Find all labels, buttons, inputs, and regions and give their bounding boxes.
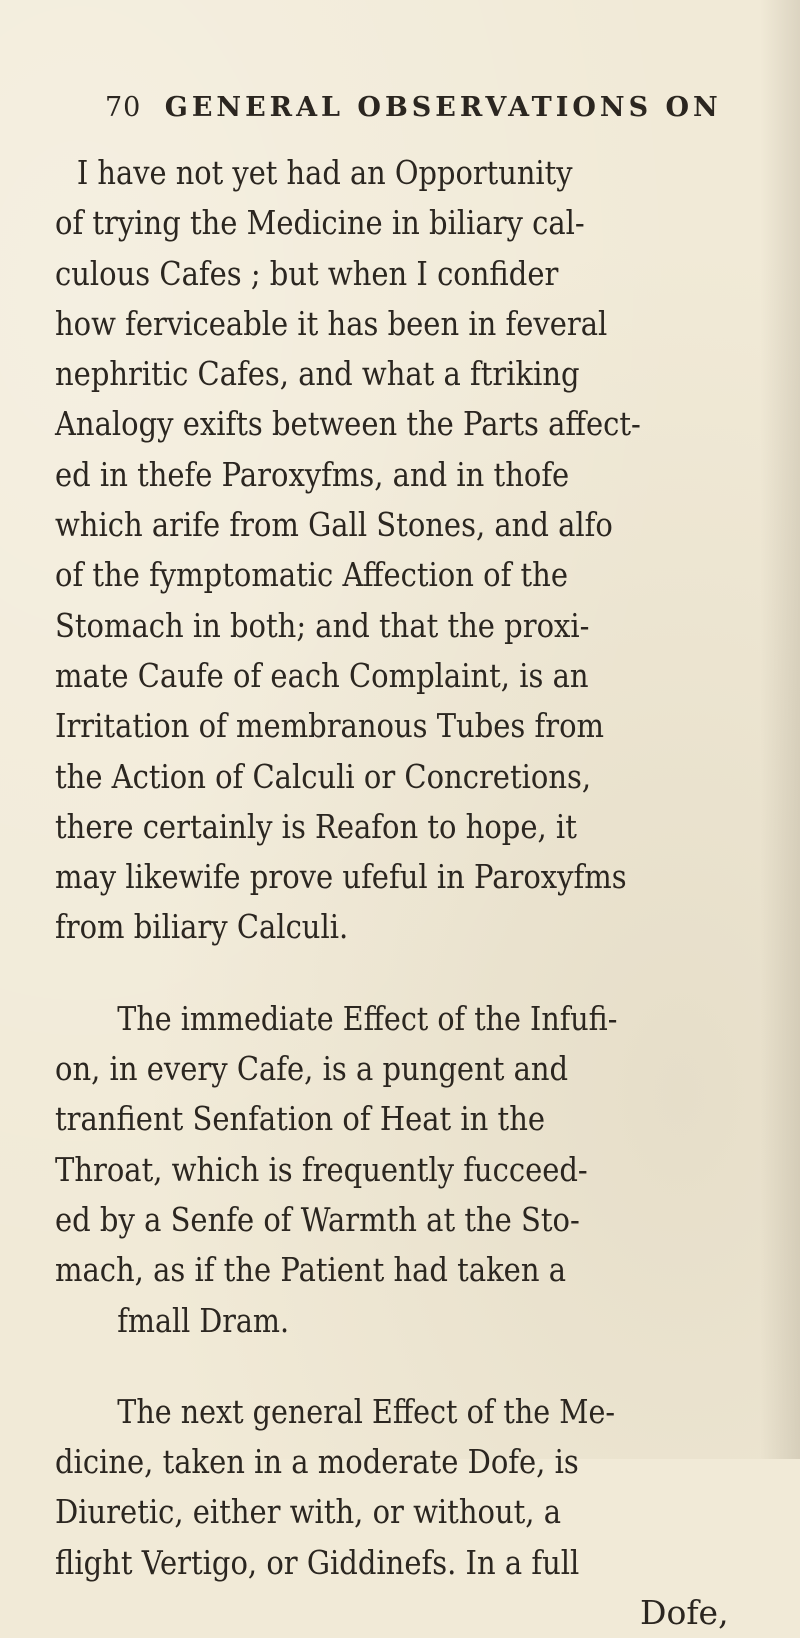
text-line: Analogy exifts between the Parts affect-: [55, 404, 641, 444]
text-line: nephritic Cafes, and what a ftriking: [55, 354, 580, 394]
text-line: I have not yet had an Opportunity: [76, 153, 573, 192]
paragraph-2: [55, 994, 795, 1346]
text-line: the Action of Calculi or Concretions,: [55, 756, 592, 796]
text-line: Throat, which is frequently fucceed-: [55, 1149, 588, 1189]
paragraph-3: [55, 1387, 795, 1588]
text-line: flight Vertigo, or Giddinefs. In a full: [55, 1542, 580, 1582]
catchword: Dofe,: [640, 1593, 729, 1633]
text-line: Stomach in both; and that the proxi-: [55, 605, 590, 645]
text-line: on, in every Cafe, is a pungent and: [55, 1049, 569, 1089]
text-line: ed by a Senfe of Warmth at the Sto-: [55, 1199, 580, 1239]
text-line: fmall Dram.: [117, 1300, 290, 1340]
text-line: mate Caufe of each Complaint, is an: [55, 655, 589, 695]
paragraph-gap: [55, 953, 795, 994]
text-line: culous Cafes ; but when I confider: [55, 253, 559, 293]
text-line: how ferviceable it has been in feveral: [55, 303, 608, 343]
text-line: The next general Effect of the Me-: [117, 1391, 616, 1431]
text-line: The immediate Effect of the Infufi-: [117, 998, 618, 1038]
text-line: may likewife prove ufeful in Paroxyfms: [55, 857, 627, 897]
text-line: tranfient Senfation of Heat in the: [55, 1099, 546, 1139]
text-line: mach, as if the Patient had taken a: [55, 1250, 567, 1290]
text-line: there certainly is Reafon to hope, it: [55, 806, 577, 846]
text-line: dicine, taken in a moderate Dofe, is: [55, 1442, 579, 1482]
text-line: Irritation of membranous Tubes from: [55, 706, 605, 746]
page-number: 70: [105, 92, 142, 123]
running-header: [105, 92, 745, 123]
text-line: of trying the Medicine in biliary cal-: [55, 203, 585, 243]
text-line: of the fymptomatic Affection of the: [55, 555, 568, 595]
text-line: Diuretic, either with, or without, a: [55, 1492, 561, 1532]
running-title: GENERAL OBSERVATIONS ON: [164, 92, 722, 123]
text-line: from biliary Calculi.: [55, 907, 349, 947]
text-line: ed in thefe Paroxyfms, and in thofe: [55, 454, 570, 494]
paragraph-1: [55, 148, 795, 953]
text-line: which arife from Gall Stones, and alfo: [55, 505, 613, 545]
body-text: [55, 148, 795, 1638]
paragraph-gap: [55, 1346, 795, 1387]
